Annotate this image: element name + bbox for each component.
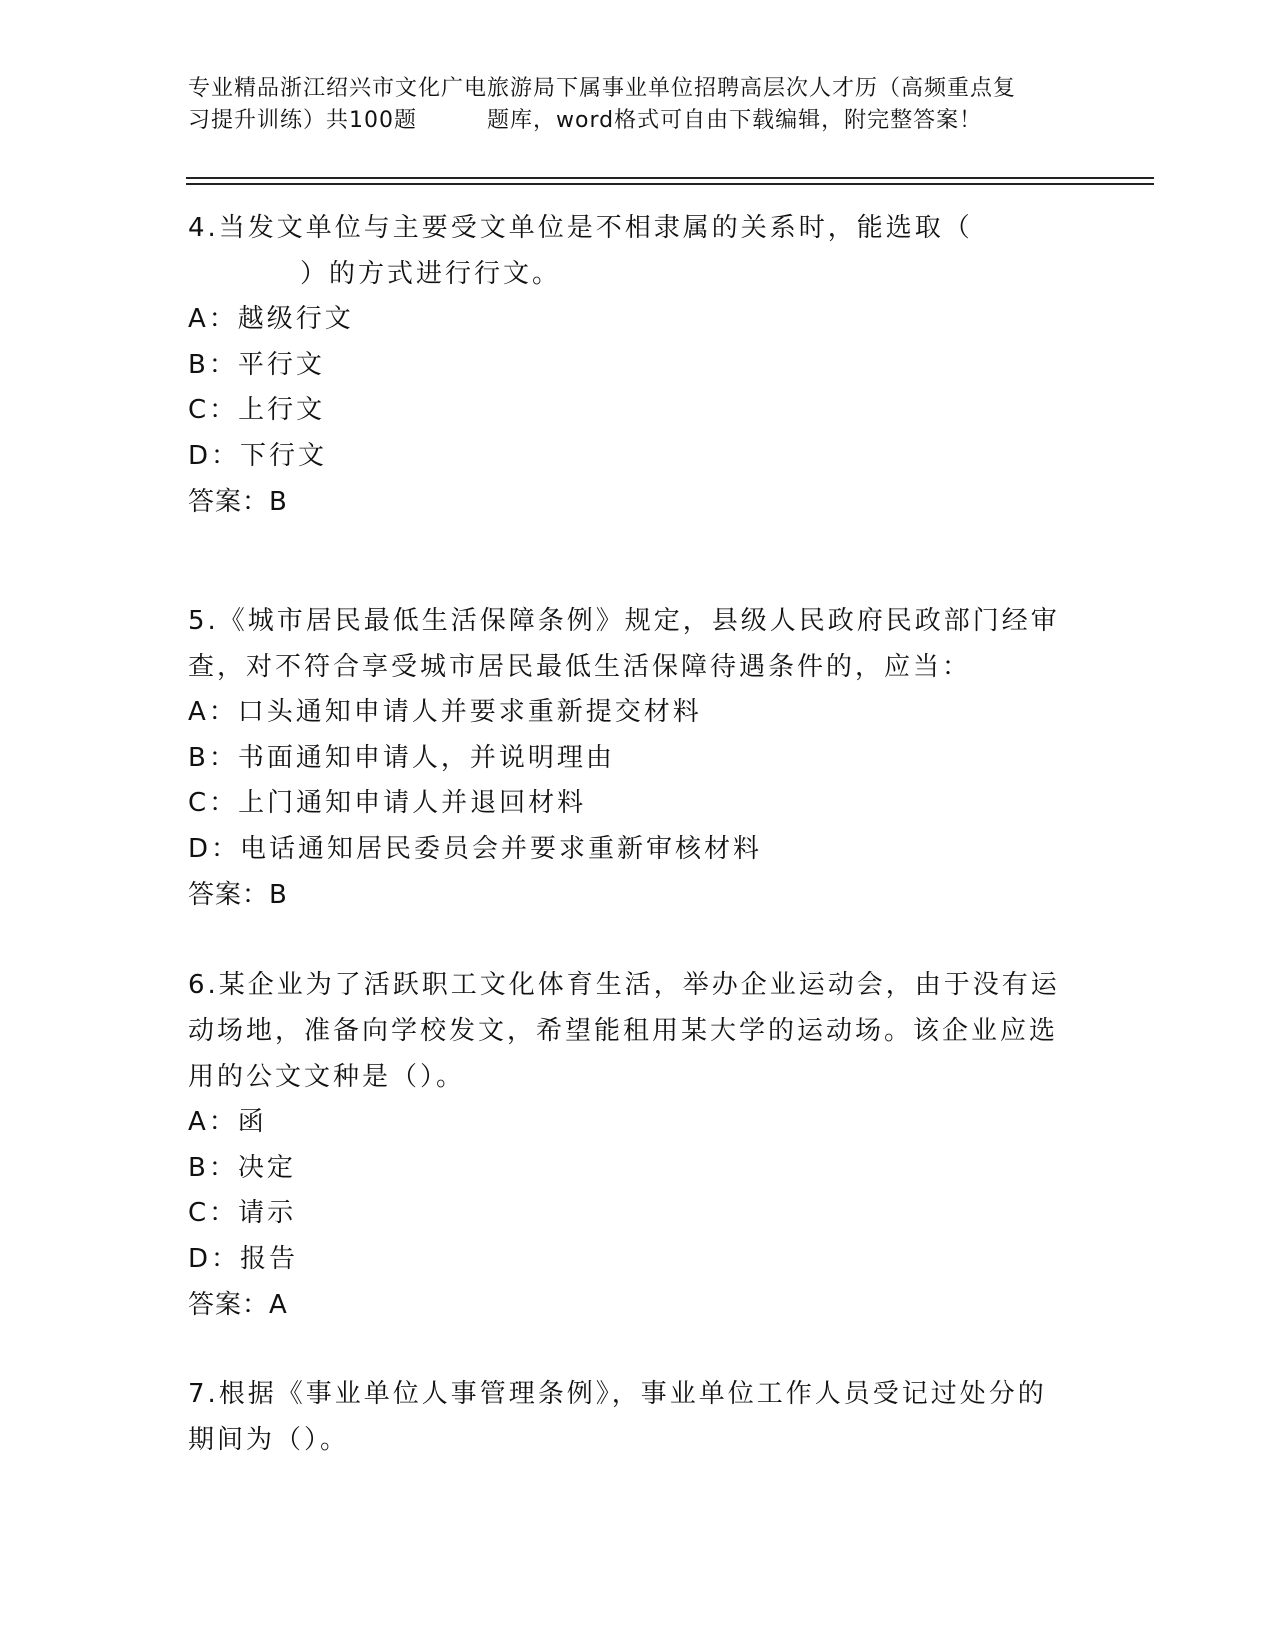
question-stem: 7.根据《事业单位人事管理条例》，事业单位工作人员受记过处分的 xyxy=(188,1379,1047,1409)
document-header xyxy=(188,73,1088,137)
option-b: B：书面通知申请人，并说明理由 xyxy=(188,742,615,773)
option-c: C：上行文 xyxy=(188,395,326,425)
header-line-2-part-2: 题库，word格式可自由下载编辑，附完整答案！ xyxy=(487,108,983,133)
question-stem-tail: ）的方式进行行文。 xyxy=(300,259,562,289)
question-stem-continued xyxy=(188,251,1088,297)
answer: 答案：B xyxy=(188,487,288,517)
option-a: A：越级行文 xyxy=(188,304,354,334)
option-c: C：请示 xyxy=(188,1198,297,1228)
answer: 答案：B xyxy=(188,880,288,910)
question-stem-continued: 动场地，准备向学校发文，希望能租用某大学的运动场。该企业应选 xyxy=(188,1016,1059,1046)
question-stem-continued: 期间为（）。 xyxy=(188,1425,350,1455)
question-5 xyxy=(188,598,1088,918)
header-line-2-part-1: 习提升训练）共100题 xyxy=(188,108,417,133)
question-stem-continued: 查，对不符合享受城市居民最低生活保障待遇条件的，应当： xyxy=(188,652,972,682)
question-7 xyxy=(188,1371,1088,1463)
option-d: D：下行文 xyxy=(188,440,328,471)
question-stem: 6.某企业为了活跃职工文化体育生活，举办企业运动会，由于没有运 xyxy=(188,970,1060,1000)
header-divider-top xyxy=(186,177,1154,179)
option-a: A：函 xyxy=(188,1107,267,1137)
question-stem: 4.当发文单位与主要受文单位是不相隶属的关系时，能选取（ xyxy=(188,213,973,243)
option-b: B：决定 xyxy=(188,1152,296,1183)
header-line-2 xyxy=(188,105,1088,137)
question-6 xyxy=(188,962,1088,1328)
option-d: D：报告 xyxy=(188,1243,299,1274)
option-a: A：口头通知申请人并要求重新提交材料 xyxy=(188,697,702,727)
option-b: B：平行文 xyxy=(188,349,325,380)
question-stem-continued: 用的公文文种是（）。 xyxy=(188,1062,466,1092)
option-c: C：上门通知申请人并退回材料 xyxy=(188,788,587,818)
header-line-1: 专业精品浙江绍兴市文化广电旅游局下属事业单位招聘高层次人才历（高频重点复 xyxy=(188,76,1017,101)
question-4 xyxy=(188,205,1088,525)
answer: 答案：A xyxy=(188,1290,288,1320)
question-stem: 5.《城市居民最低生活保障条例》规定，县级人民政府民政部门经审 xyxy=(188,606,1060,636)
option-d: D：电话通知居民委员会并要求重新审核材料 xyxy=(188,833,763,864)
header-divider-bottom xyxy=(186,183,1154,185)
